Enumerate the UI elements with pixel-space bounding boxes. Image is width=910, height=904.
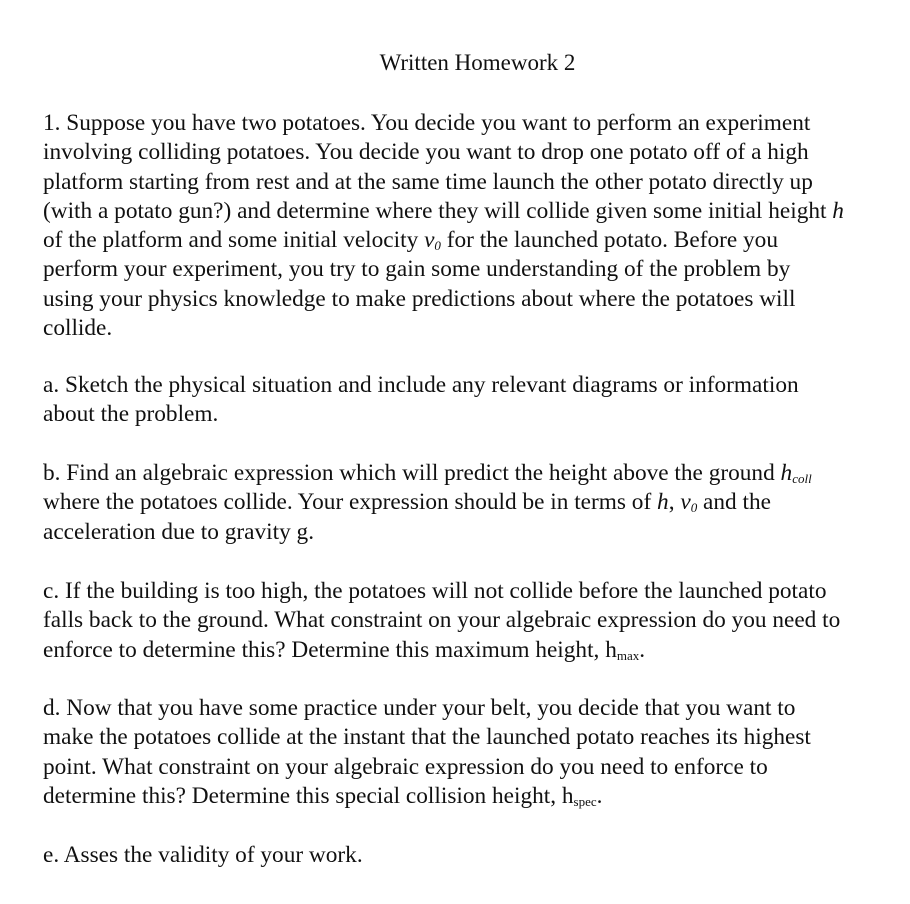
problem-1-line: collide. — [43, 315, 113, 342]
part-d-text: d. Now that you have some practice under your belt, you decide that you want to make the potatoes collide at the instant that the launched potato reaches its highest point. What constraint on your algebraic expression do you need to enforce to determine this? Determine this special collision height, $h_{spec}$. — [43, 695, 811, 809]
problem-1-line: using your physics knowledge to make predictions about where the potatoes will — [43, 285, 796, 312]
page-title: Written Homework 2 — [379, 50, 576, 75]
part-b-text: b. Find an algebraic expression which will predict the height above the ground $h_{coll}$ where the potatoes collide. Your expression should be in terms of h, $v_0$ and the acceleration due to gravity g. — [43, 460, 812, 545]
variable-h: h — [832, 197, 844, 224]
subscript-spec: spec — [573, 793, 597, 809]
problem-1-text — [43, 109, 844, 343]
problem-1-line: of the platform and some initial velocity $v_0$ for the launched potato. Before you — [43, 227, 778, 254]
part-e-text: e. Asses the validity of your work. — [43, 842, 363, 868]
variable-h-coll: $h_{coll}$ — [780, 460, 812, 486]
part-a-text: a. Sketch the physical situation and include any relevant diagrams or information about the problem. — [43, 372, 799, 428]
variable-v0: $v_0$ — [424, 227, 441, 254]
problem-1-line: platform starting from rest and at the same time launch the other potato directly up — [43, 168, 813, 195]
problem-1-line: involving colliding potatoes. You decide you want to drop one potato off of a high — [43, 139, 809, 166]
subscript-max: max — [616, 647, 640, 663]
problem-1-line: 1. Suppose you have two potatoes. You decide you want to perform an experiment — [43, 110, 811, 136]
variable-v0: $v_0$ — [680, 489, 698, 516]
part-c-text: c. If the building is too high, the potatoes will not collide before the launched potato falls back to the ground. What constraint on your algebraic expression do you need to enforce to determine this? Determine this maximum height, $h_{max}$. — [43, 578, 841, 663]
problem-1-line: (with a potato gun?) and determine where they will collide given some initial height h — [43, 197, 844, 224]
variable-h: h — [657, 489, 669, 516]
problem-1-line: perform your experiment, you try to gain some understanding of the problem by — [43, 256, 791, 283]
